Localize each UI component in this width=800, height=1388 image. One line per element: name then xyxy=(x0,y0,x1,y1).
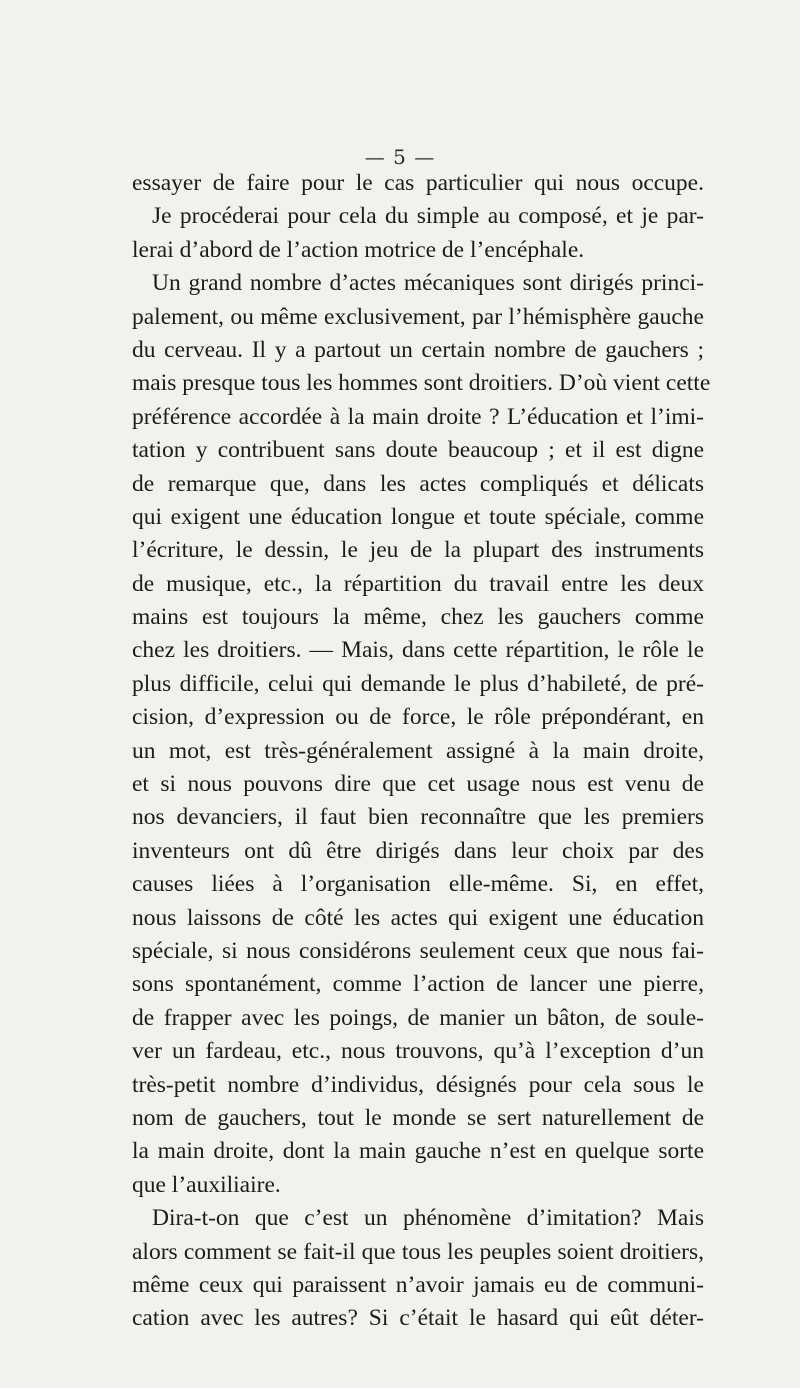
text-line: plus difficile, celui qui demande le plus d’habileté, de pré- xyxy=(132,670,704,697)
text-line: un mot, est très-généralement assigné à la main droite, xyxy=(132,737,704,764)
text-line: nom de gauchers, tout le monde se sert naturellement de xyxy=(132,1104,704,1131)
body-text xyxy=(132,167,711,1336)
text-line: Un grand nombre d’actes mécaniques sont dirigés princi- xyxy=(152,270,704,297)
text-line: de frapper avec les poings, de manier un bâton, de soule- xyxy=(132,1004,704,1031)
text-line: mais presque tous les hommes sont droitiers. D’où vient cette xyxy=(132,370,711,397)
text-line: cation avec les autres? Si c’était le hasard qui eût déter- xyxy=(132,1305,704,1332)
text-line: sons spontanément, comme l’action de lancer une pierre, xyxy=(132,971,704,998)
text-line: et si nous pouvons dire que cet usage nous est venu de xyxy=(132,771,704,798)
page-number: — 5 — xyxy=(364,145,436,169)
text-line: ver un fardeau, etc., nous trouvons, qu’à l’exception d’un xyxy=(132,1038,704,1065)
text-line: de musique, etc., la répartition du travail entre les deux xyxy=(132,570,704,597)
text-line: très-petit nombre d’individus, désignés pour cela sous le xyxy=(132,1071,704,1098)
text-line: inventeurs ont dû être dirigés dans leur choix par des xyxy=(132,837,704,864)
text-line: lerai d’abord de l’action motrice de l’encéphale. xyxy=(132,236,585,263)
text-line: mains est toujours la même, chez les gauchers comme xyxy=(132,604,704,631)
text-line: du cerveau. Il y a partout un certain nombre de gauchers ; xyxy=(132,336,704,363)
text-line: palement, ou même exclusivement, par l’hémisphère gauche xyxy=(132,303,704,330)
text-line: de remarque que, dans les actes compliqués et délicats xyxy=(132,470,704,497)
text-line: spéciale, si nous considérons seulement ceux que nous fai- xyxy=(132,937,704,964)
text-line: essayer de faire pour le cas particulier qui nous occupe. xyxy=(132,170,704,196)
text-line: cision, d’expression ou de force, le rôle prépondérant, en xyxy=(132,704,704,731)
text-line: préférence accordée à la main droite ? L’éducation et l’imi- xyxy=(132,403,704,430)
text-line: tation y contribuent sans doute beaucoup ; et il est digne xyxy=(132,437,704,464)
text-line: causes liées à l’organisation elle-même. Si, en effet, xyxy=(132,871,704,898)
text-line: même ceux qui paraissent n’avoir jamais eu de communi- xyxy=(132,1271,704,1298)
text-line: l’écriture, le dessin, le jeu de la plupart des instruments xyxy=(132,537,704,564)
text-line: Dira-t-on que c’est un phénomène d’imitation? Mais xyxy=(152,1205,704,1232)
text-line: qui exigent une éducation longue et toute spéciale, comme xyxy=(132,503,704,530)
text-line: chez les droitiers. — Mais, dans cette répartition, le rôle le xyxy=(132,637,704,664)
text-line: la main droite, dont la main gauche n’est en quelque sorte xyxy=(132,1138,704,1165)
text-line: nos devanciers, il faut bien reconnaître que les premiers xyxy=(132,804,704,831)
text-line: Je procéderai pour cela du simple au composé, et je par- xyxy=(152,203,704,230)
text-line: alors comment se fait-il que tous les peuples soient droitiers, xyxy=(132,1238,704,1265)
text-line: que l’auxiliaire. xyxy=(132,1171,281,1198)
text-line: nous laissons de côté les actes qui exigent une éducation xyxy=(132,904,704,931)
